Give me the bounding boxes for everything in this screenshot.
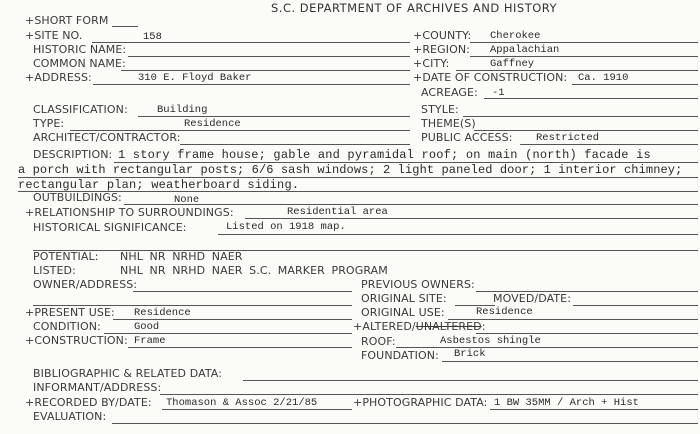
public-access-label: PUBLIC ACCESS:	[421, 131, 513, 144]
site-no-value: 158	[143, 31, 162, 43]
bibliographic-line	[243, 380, 698, 381]
site-no-label: +SITE NO.	[25, 29, 83, 42]
style-line	[463, 116, 698, 117]
original-site-label: ORIGINAL SITE:	[361, 292, 447, 305]
present-use-line	[113, 319, 352, 320]
photographic-data-label: +PHOTOGRAPHIC DATA:	[353, 396, 488, 409]
date-of-construction-line	[572, 84, 698, 85]
date-of-construction-value: Ca. 1910	[578, 72, 629, 84]
foundation-line	[442, 361, 698, 362]
potential-options: NHL NR NRHD NAER	[120, 250, 243, 263]
region-label: +REGION:	[413, 43, 470, 56]
type-label: TYPE:	[33, 117, 65, 130]
original-use-label: ORIGINAL USE:	[361, 306, 445, 319]
description-line-2: a porch with rectangular posts; 6/6 sash windows; 2 light paneled door; 1 interior chimney;	[18, 163, 683, 177]
description-line-3: rectangular plan; weatherboard siding.	[18, 178, 300, 192]
moved-date-line	[573, 305, 698, 306]
roof-line	[396, 347, 698, 348]
construction-value: Frame	[134, 335, 166, 347]
potential-label: POTENTIAL:	[33, 250, 99, 263]
acreage-label: ACREAGE:	[421, 86, 478, 99]
condition-value: Good	[134, 321, 160, 333]
recorded-by-label: +RECORDED BY/DATE:	[25, 396, 152, 409]
outbuildings-value: None	[174, 194, 200, 206]
common-name-label: COMMON NAME:	[33, 57, 126, 70]
historic-name-label: HISTORIC NAME:	[33, 43, 127, 56]
photographic-data-value: 1 BW 35MM / Arch + Hist	[494, 397, 639, 409]
foundation-value: Brick	[454, 348, 486, 360]
description-line-1: 1 story frame house; gable and pyramidal roof; on main (north) facade is	[118, 148, 651, 162]
description-label: DESCRIPTION:	[33, 148, 113, 161]
acreage-line	[484, 98, 698, 99]
historical-significance-label: HISTORICAL SIGNIFICANCE:	[33, 221, 187, 234]
altered-prefix: +ALTERED/	[353, 320, 416, 333]
owner-address-line	[133, 291, 352, 292]
date-of-construction-label: +DATE OF CONSTRUCTION:	[413, 71, 568, 84]
relationship-line	[245, 218, 698, 219]
architect-contractor-line	[180, 144, 410, 145]
photographic-data-line	[490, 409, 698, 410]
roof-label: ROOF:	[361, 335, 396, 348]
bibliographic-label: BIBLIOGRAPHIC & RELATED DATA:	[33, 367, 223, 380]
altered-line	[476, 333, 698, 334]
present-use-value: Residence	[134, 307, 191, 319]
type-value: Residence	[184, 118, 241, 130]
foundation-label: FOUNDATION:	[361, 349, 439, 362]
historical-significance-line	[218, 234, 698, 235]
address-value: 310 E. Floyd Baker	[138, 72, 252, 84]
address-label: +ADDRESS:	[25, 71, 92, 84]
original-use-value: Residence	[476, 306, 533, 318]
classification-label: CLASSIFICATION:	[33, 103, 128, 116]
county-value: Cherokee	[490, 30, 541, 42]
theme-label: THEME(S)	[421, 117, 476, 130]
recorded-by-line	[162, 409, 352, 410]
altered-label	[353, 320, 486, 333]
region-line	[470, 56, 698, 57]
form-title: S.C. DEPARTMENT OF ARCHIVES AND HISTORY	[271, 1, 558, 15]
classification-value: Building	[157, 104, 208, 116]
outbuildings-label: OUTBUILDINGS:	[33, 191, 122, 204]
public-access-value: Restricted	[536, 132, 600, 144]
recorded-by-value: Thomason & Assoc 2/21/85	[166, 397, 318, 409]
address-line	[93, 84, 410, 85]
short-form-label: +SHORT FORM	[25, 14, 109, 27]
relationship-value: Residential area	[287, 206, 388, 218]
city-label: +CITY:	[413, 57, 450, 70]
listed-options: NHL NR NRHD NAER S.C. MARKER PROGRAM	[120, 264, 388, 277]
listed-label: LISTED:	[33, 264, 76, 277]
unaltered-struck: UNALTERED	[415, 320, 482, 333]
region-value: Appalachian	[490, 44, 560, 56]
public-access-line	[520, 144, 698, 145]
informant-address-line	[160, 394, 698, 395]
city-value: Gaffney	[490, 58, 535, 70]
previous-owners-label: PREVIOUS OWNERS:	[361, 278, 475, 291]
owner-address-label: OWNER/ADDRESS:	[33, 278, 138, 291]
acreage-value: -1	[492, 87, 505, 99]
architect-contractor-label: ARCHITECT/CONTRACTOR:	[33, 131, 181, 144]
classification-line	[138, 116, 410, 117]
condition-line	[104, 333, 352, 334]
outbuildings-line	[124, 204, 698, 205]
site-no-line	[92, 42, 410, 43]
short-form-line	[112, 26, 138, 27]
evaluation-label: EVALUATION:	[33, 410, 107, 423]
county-line	[470, 42, 698, 43]
historical-significance-value: Listed on 1918 map.	[226, 221, 346, 233]
common-name-line	[121, 70, 410, 71]
altered-suffix: :	[481, 320, 486, 333]
informant-address-label: INFORMANT/ADDRESS:	[33, 381, 162, 394]
roof-value: Asbestos shingle	[440, 335, 541, 347]
relationship-label: +RELATIONSHIP TO SURROUNDINGS:	[25, 206, 234, 219]
construction-label: +CONSTRUCTION:	[25, 334, 128, 347]
historic-name-line	[128, 56, 410, 57]
style-label: STYLE:	[421, 103, 459, 116]
present-use-label: +PRESENT USE:	[25, 306, 115, 319]
construction-line	[128, 347, 352, 348]
moved-date-label: MOVED/DATE:	[493, 292, 572, 305]
evaluation-line	[112, 423, 698, 424]
county-label: +COUNTY:	[413, 29, 472, 42]
condition-label: CONDITION:	[33, 320, 101, 333]
